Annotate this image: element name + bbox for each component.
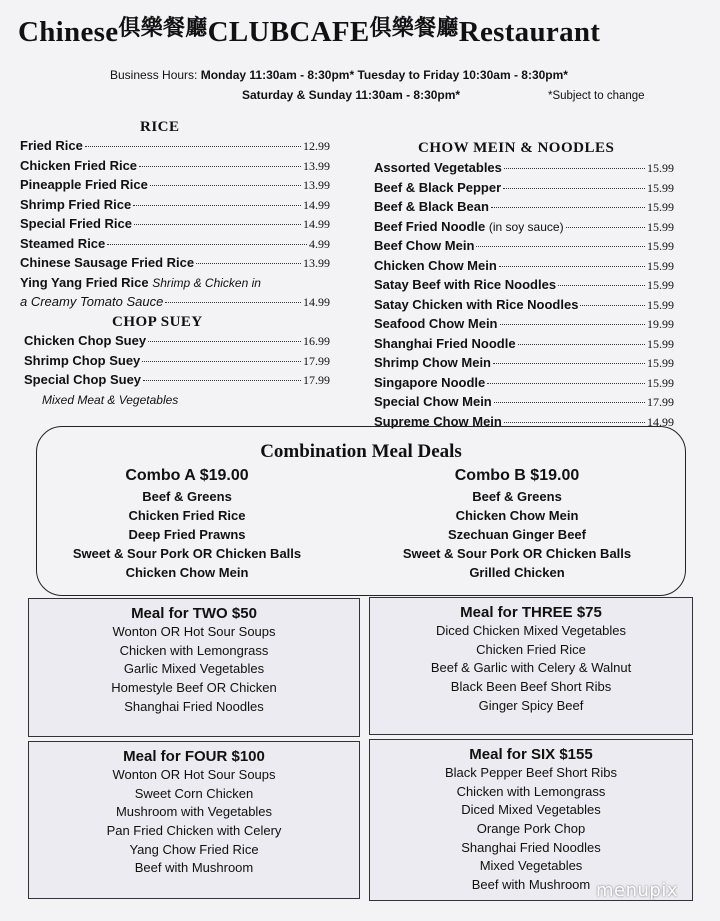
- menu-item: Shrimp Chop Suey 17.99: [24, 352, 330, 368]
- combo-item: Chicken Fried Rice: [128, 508, 246, 523]
- chow-mein-list: [374, 160, 674, 433]
- meal-item: Beef & Garlic with Celery & Walnut: [430, 660, 632, 676]
- meal-item: Chicken with Lemongrass: [456, 783, 606, 799]
- meal-item: Wonton OR Hot Sour Soups: [112, 767, 276, 782]
- meal-item: Wonton OR Hot Sour Soups: [112, 624, 276, 639]
- restaurant-title: [18, 16, 708, 60]
- menu-item: Seafood Chow Mein 19.99: [374, 316, 674, 331]
- combination-meal-deals: [36, 426, 686, 596]
- menu-item-continuation: a Creamy Tomato Sauce 14.99: [20, 294, 330, 309]
- menu-item: Beef & Black Pepper 15.99: [374, 179, 674, 195]
- meal-for-three: [369, 597, 693, 735]
- hours-weekday: Monday 11:30am - 8:30pm* Tuesday to Friday 10:30am - 8:30pm*: [200, 68, 568, 82]
- meal-for-four: [28, 741, 360, 899]
- combo-item: Grilled Chicken: [469, 565, 565, 580]
- menu-item: Singapore Noodle 15.99: [374, 374, 674, 390]
- chop-suey-list: [24, 333, 330, 392]
- combo-item: Deep Fried Prawns: [128, 527, 246, 542]
- combo-item: Sweet & Sour Pork OR Chicken Balls: [402, 546, 632, 561]
- combo-item: Chicken Chow Mein: [455, 508, 579, 523]
- meal-item: Beef with Mushroom: [471, 877, 591, 893]
- meal-item: Diced Mixed Vegetables: [461, 802, 601, 818]
- menu-item: Satay Chicken with Rice Noodles 15.99: [374, 296, 674, 312]
- combo-item: Chicken Chow Mein: [125, 565, 249, 580]
- meal-four-title: Meal for FOUR $100: [123, 748, 265, 765]
- combo-item: Szechuan Ginger Beef: [448, 527, 586, 542]
- combo-item: Sweet & Sour Pork OR Chicken Balls: [72, 546, 302, 561]
- meal-item: Homestyle Beef OR Chicken: [111, 680, 277, 696]
- meal-item: Mixed Vegetables: [479, 858, 583, 874]
- combo-b-title: Combo B $19.00: [454, 467, 580, 484]
- combo-heading: Combination Meal Deals: [260, 441, 462, 462]
- meal-item: Orange Pork Chop: [476, 821, 586, 837]
- menu-item: Special Fried Rice 14.99: [20, 216, 330, 231]
- meal-for-six: [369, 739, 693, 901]
- menu-item: Shrimp Chow Mein 15.99: [374, 355, 674, 370]
- meal-for-two: [28, 598, 360, 737]
- meal-item: Sweet Corn Chicken: [134, 785, 254, 801]
- chow-mein-heading: CHOW MEIN & NOODLES: [418, 140, 615, 156]
- combo-b: [387, 467, 647, 584]
- chop-suey-note: Mixed Meat & Vegetables: [42, 393, 179, 407]
- menu-item: Shanghai Fried Noodle 15.99: [374, 335, 674, 351]
- meal-item: Pan Fried Chicken with Celery: [106, 823, 282, 839]
- menu-item: Steamed Rice 4.99: [20, 235, 330, 251]
- chop-suey-heading: CHOP SUEY: [112, 314, 203, 330]
- business-hours-line-2: Saturday & Sunday 11:30am - 8:30pm*: [242, 88, 461, 102]
- menu-item: Satay Beef with Rice Noodles 15.99: [374, 277, 674, 292]
- title-chinese: Chinese: [18, 16, 119, 48]
- menu-item: Chicken Chow Mein 15.99: [374, 257, 674, 273]
- menu-item: Assorted Vegetables 15.99: [374, 160, 674, 175]
- menu-item: Chicken Fried Rice 13.99: [20, 157, 330, 173]
- meal-item: Shanghai Fried Noodles: [124, 698, 264, 714]
- menu-item: Shrimp Fried Rice 14.99: [20, 196, 330, 212]
- combo-item: Beef & Greens: [472, 489, 562, 504]
- title-clubcafe: CLUBCAFE: [207, 16, 370, 48]
- menu-item: Fried Rice 12.99: [20, 138, 330, 153]
- meal-item: Beef with Mushroom: [134, 860, 254, 876]
- business-hours-label: Business Hours:: [110, 68, 198, 82]
- meal-item: Black Pepper Beef Short Ribs: [445, 765, 617, 780]
- menu-item: Chicken Chop Suey 16.99: [24, 333, 330, 348]
- menupix-watermark: menupix: [596, 880, 679, 901]
- meal-item: Chicken Fried Rice: [476, 641, 586, 657]
- combo-a-title: Combo A $19.00: [125, 467, 249, 484]
- menu-item: Beef & Black Bean 15.99: [374, 199, 674, 214]
- combo-item: Beef & Greens: [142, 489, 232, 504]
- menu-item: Special Chow Mein 17.99: [374, 394, 674, 409]
- menu-item: Special Chop Suey 17.99: [24, 372, 330, 387]
- meal-item: Shanghai Fried Noodles: [461, 839, 601, 855]
- meal-item: Chicken with Lemongrass: [119, 642, 269, 658]
- menu-item: Chinese Sausage Fried Rice 13.99: [20, 255, 330, 270]
- combo-a: [47, 467, 327, 584]
- menu-item: Beef Fried Noodle (in soy sauce) 15.99: [374, 218, 674, 234]
- menu-item: Pineapple Fried Rice 13.99: [20, 177, 330, 192]
- menu-item: Beef Chow Mein 15.99: [374, 238, 674, 253]
- menu-item: Ying Yang Fried Rice Shrimp & Chicken in: [20, 274, 261, 290]
- title-cjk-name-2: 俱樂餐廳: [369, 16, 459, 41]
- business-hours-line-1: [110, 68, 568, 82]
- meal-item: Black Been Beef Short Ribs: [450, 679, 612, 695]
- meal-six-title: Meal for SIX $155: [469, 746, 593, 763]
- meal-two-title: Meal for TWO $50: [131, 605, 257, 622]
- meal-three-title: Meal for THREE $75: [460, 604, 602, 621]
- meal-item: Yang Chow Fried Rice: [129, 841, 259, 857]
- rice-heading: RICE: [140, 119, 180, 135]
- meal-item: Ginger Spicy Beef: [478, 697, 584, 713]
- meal-item: Garlic Mixed Vegetables: [123, 661, 265, 677]
- rice-list: [20, 138, 330, 314]
- menu-item: Supreme Chow Mein 14.99: [374, 413, 674, 429]
- meal-item: Mushroom with Vegetables: [115, 804, 273, 820]
- subject-to-change-note: *Subject to change: [548, 90, 645, 102]
- meal-item: Diced Chicken Mixed Vegetables: [435, 623, 627, 638]
- title-restaurant: Restaurant: [458, 16, 601, 48]
- title-cjk-name-1: 俱樂餐廳: [118, 16, 208, 41]
